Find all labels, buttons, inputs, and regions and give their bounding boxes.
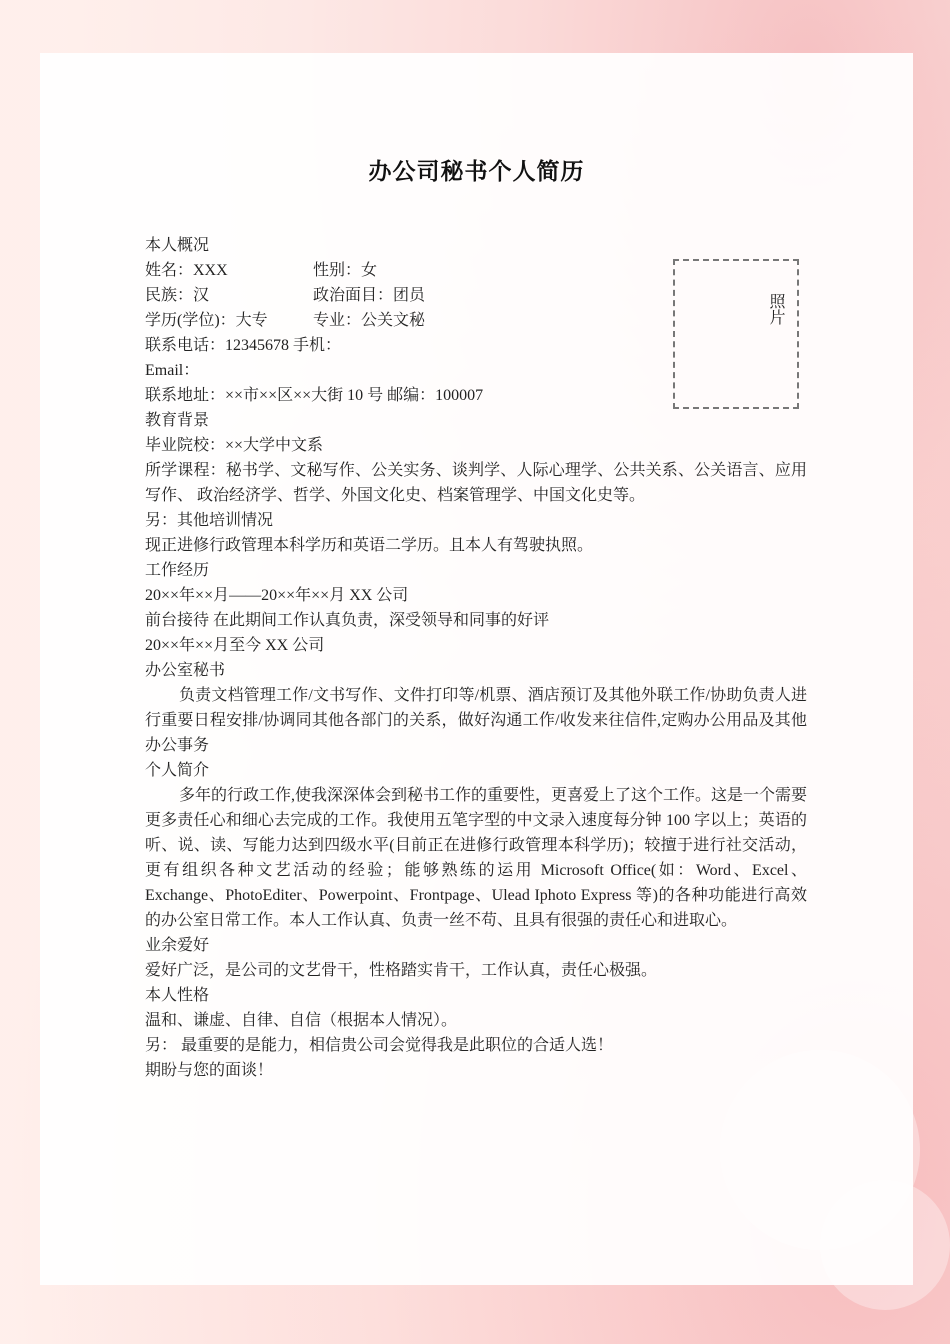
hobby-text: 爱好广泛，是公司的文艺骨干，性格踏实肯干，工作认真，责任心极强。 xyxy=(145,962,658,979)
resume-page xyxy=(40,53,913,1285)
info-row xyxy=(145,308,807,333)
training-text: 现正进修行政管理本科学历和英语二学历。且本人有驾驶执照。 xyxy=(145,537,594,554)
section-heading-character: 本人性格 xyxy=(145,987,210,1004)
training-heading: 另：其他培训情况 xyxy=(145,512,274,529)
school-field: 毕业院校：××大学中文系 xyxy=(145,437,324,454)
job2-period: 20××年××月至今 XX 公司 xyxy=(145,637,325,654)
gender-field: 性别：女 xyxy=(313,262,378,279)
page-title: 办公司秘书个人简历 xyxy=(368,159,585,185)
address-field: 联系地址：××市××区××大街 10 号 邮编：100007 xyxy=(145,387,484,404)
major-field: 专业：公关文秘 xyxy=(313,312,426,329)
info-row xyxy=(145,283,807,308)
email-field: Email： xyxy=(145,362,200,379)
job1-period: 20××年××月——20××年××月 XX 公司 xyxy=(145,587,409,604)
politics-field: 政治面目：团员 xyxy=(313,287,426,304)
education-level-field: 学历(学位)：大专 xyxy=(145,312,268,329)
section-heading-overview: 本人概况 xyxy=(145,237,210,254)
intro-paragraph: 多年的行政工作,使我深深体会到秘书工作的重要性，更喜爱上了这个工作。这是一个需要更多责任心和细心去完成的工作。我使用五笔字型的中文录入速度每分钟 100 字以上；英语的听、说、读、写能力达到四级水平(目前正在进修行政管理本科学历)；较擅于进行社交活动，更有组织各种文艺活动的经验；能够熟练的运用 Microsoft Office(如：Word、Excel、Exchange、PhotoEditer、Powerpoint、Frontpage、Ulead Iphoto Express 等)的各种功能进行高效的办公室日常工作。本人工作认真、负责一丝不苟、且具有很强的责任心和进取心。 xyxy=(145,787,808,929)
resume-body xyxy=(145,233,807,1083)
job2-title: 办公室秘书 xyxy=(145,662,226,679)
job2-description: 负责文档管理工作/文书写作、文件打印等/机票、酒店预订及其他外联工作/协助负责人进行重要日程安排/协调同其他各部门的关系，做好沟通工作/收发来往信件,定购办公用品及其他办公事务 xyxy=(145,687,807,754)
name-field: 姓名：XXX xyxy=(145,262,228,279)
section-heading-intro: 个人简介 xyxy=(145,762,210,779)
phone-field: 联系电话：12345678 手机： xyxy=(145,337,342,354)
section-heading-hobby: 业余爱好 xyxy=(145,937,210,954)
info-row xyxy=(145,258,807,283)
closing-wish: 期盼与您的面谈！ xyxy=(145,1062,274,1079)
courses-paragraph: 所学课程：秘书学、文秘写作、公关实务、谈判学、人际心理学、公共关系、公关语言、应用写作、 政治经济学、哲学、外国文化史、档案管理学、中国文化史等。 xyxy=(145,462,807,504)
section-heading-work: 工作经历 xyxy=(145,562,210,579)
section-heading-education: 教育背景 xyxy=(145,412,210,429)
photo-label: 照片 xyxy=(767,293,784,325)
job1-description: 前台接待 在此期间工作认真负责，深受领导和同事的好评 xyxy=(145,612,550,629)
closing-statement: 另： 最重要的是能力，相信贵公司会觉得我是此职位的合适人选！ xyxy=(145,1037,614,1054)
ethnicity-field: 民族：汉 xyxy=(145,287,210,304)
character-text: 温和、谦虚、自律、自信（根据本人情况）。 xyxy=(145,1012,458,1029)
